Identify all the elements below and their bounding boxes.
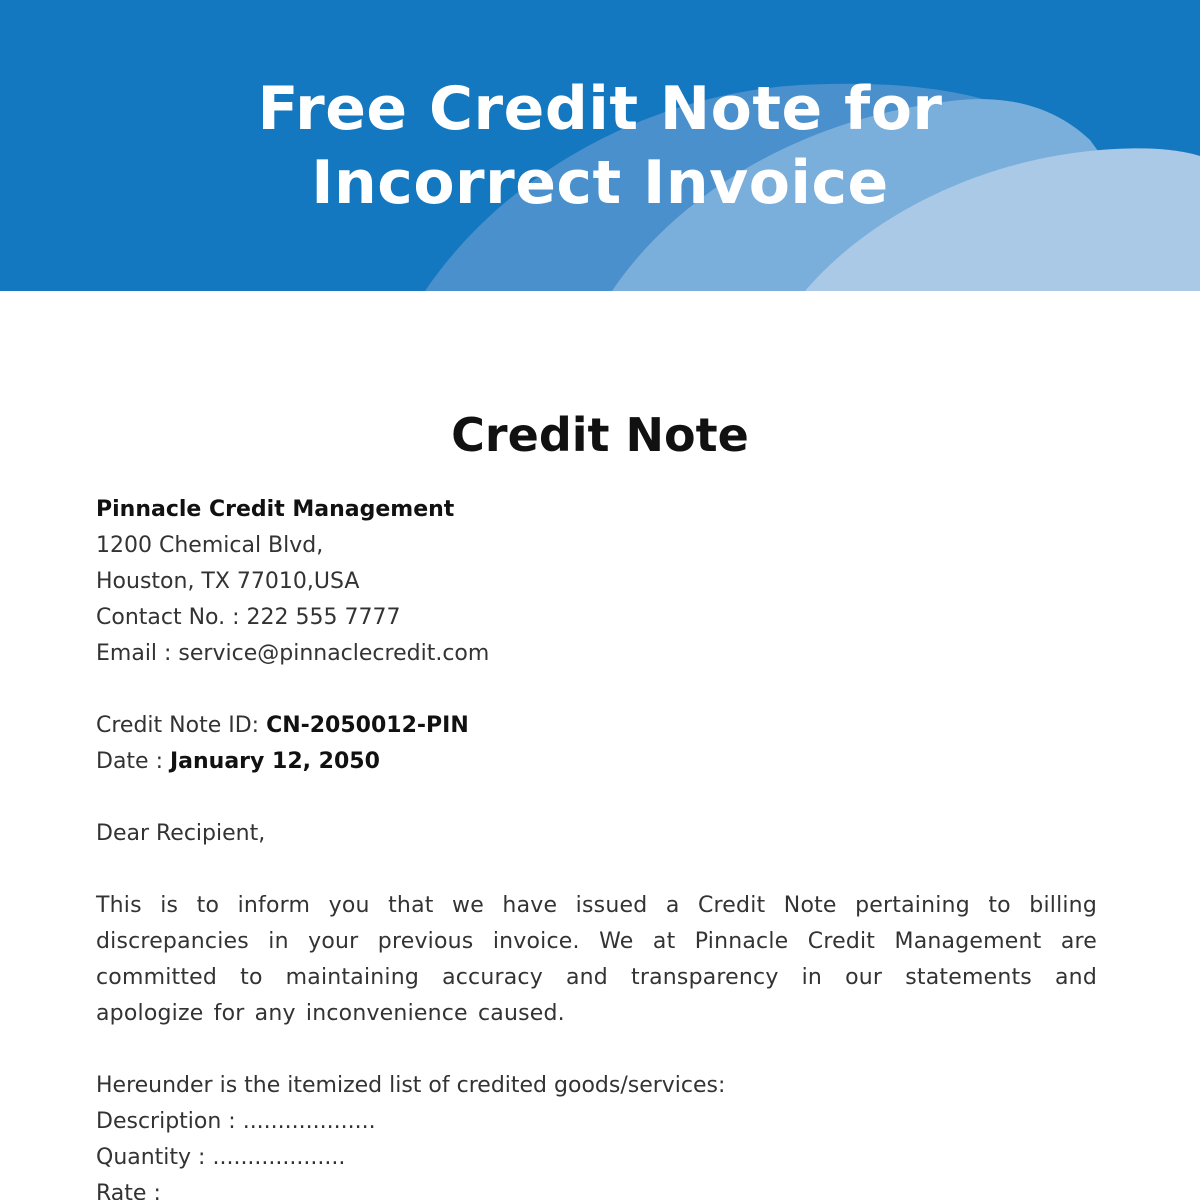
body-paragraph: This is to inform you that we have issued a Credit Note pertaining to billing discrepancies in your previous invoice. We at Pinnacle Credit Management are committed to maintaining accuracy and transparency in our statements and apologize for any inconvenience caused. [96, 893, 1097, 1026]
salutation: Dear Recipient, [96, 821, 266, 846]
banner-title [0, 72, 1200, 220]
header-banner [0, 0, 1200, 291]
items-intro: Hereunder is the itemized list of credited goods/services: [96, 1073, 726, 1098]
item-rate: Rate : [96, 1181, 161, 1200]
credit-note-date [96, 744, 1097, 780]
company-address-line-1: 1200 Chemical Blvd, [96, 533, 324, 558]
item-description: Description : ................... [96, 1109, 376, 1134]
company-address-line-2: Houston, TX 77010,USA [96, 569, 360, 594]
company-contact: Contact No. : 222 555 7777 [96, 605, 401, 630]
banner-title-line-1: Free Credit Note for [257, 74, 943, 144]
company-name: Pinnacle Credit Management [96, 497, 455, 522]
banner-title-line-2: Incorrect Invoice [311, 148, 889, 218]
date-value: January 12, 2050 [169, 749, 380, 774]
credit-note-id-label: Credit Note ID: [96, 713, 267, 738]
document-title: Credit Note [451, 408, 749, 462]
date-label: Date : [96, 749, 170, 774]
credit-note-id-value: CN-2050012-PIN [266, 713, 469, 738]
item-quantity: Quantity : ................... [96, 1145, 346, 1170]
credit-note-id [96, 708, 1097, 744]
document-body [96, 492, 1097, 1200]
company-email: Email : service@pinnaclecredit.com [96, 641, 490, 666]
